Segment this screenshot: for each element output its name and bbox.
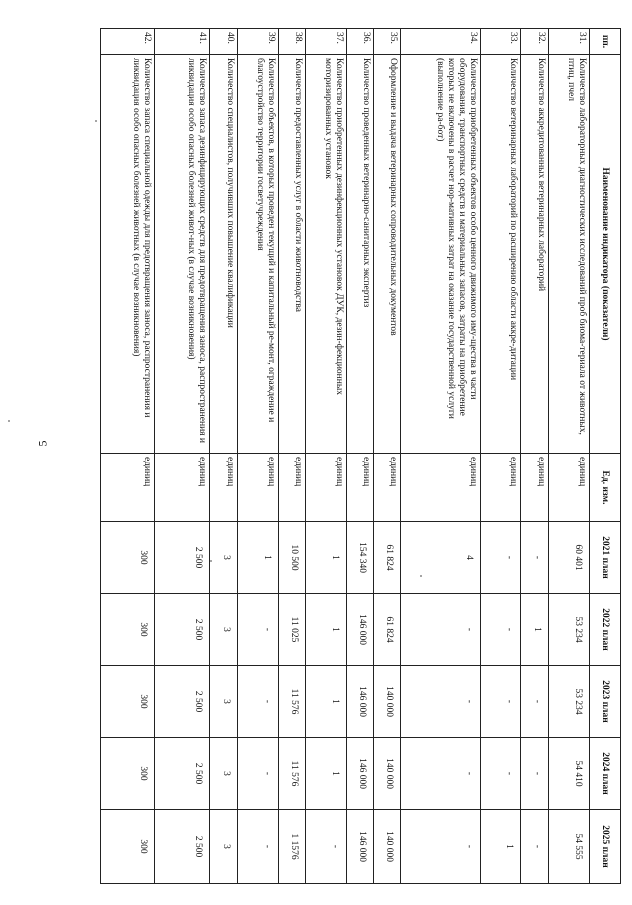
row-value-2023: -: [400, 666, 480, 738]
row-unit: единиц: [480, 454, 521, 522]
row-value-2021: 2 500: [155, 522, 210, 594]
row-value-2024: 300: [101, 738, 155, 810]
row-value-2021: 60 401: [549, 522, 590, 594]
row-value-2024: 54 410: [549, 738, 590, 810]
row-value-2021: 10 500: [278, 522, 305, 594]
header-cell-2025: 2025 план: [590, 810, 621, 884]
row-value-2022: -: [238, 594, 279, 666]
row-value-2021: 1: [306, 522, 347, 594]
row-value-2021: 61 824: [373, 522, 400, 594]
row-value-2023: 140 000: [373, 666, 400, 738]
header-cell-2024: 2024 план: [590, 738, 621, 810]
row-number: 33.: [480, 29, 521, 55]
row-value-2025: -: [238, 810, 279, 884]
header-cell-number: пп.: [590, 29, 621, 55]
row-value-2022: -: [480, 594, 521, 666]
row-unit: единиц: [101, 454, 155, 522]
row-value-2023: 1: [306, 666, 347, 738]
table-row: [521, 29, 549, 884]
table-row: [306, 29, 347, 884]
row-indicator-name: Количество объектов, в которых проведен текущий и капитальный ре-монт, ограждение и благоустройство территории госветучреждения: [238, 55, 279, 454]
row-unit: единиц: [400, 454, 480, 522]
row-value-2025: 54 555: [549, 810, 590, 884]
row-value-2025: -: [521, 810, 549, 884]
row-value-2023: -: [238, 666, 279, 738]
scan-speck: [8, 420, 10, 422]
row-value-2025: 3: [210, 810, 238, 884]
row-unit: единиц: [238, 454, 279, 522]
table-row: [346, 29, 373, 884]
row-unit: единиц: [306, 454, 347, 522]
page-number: 5: [35, 440, 50, 447]
row-value-2022: 11 025: [278, 594, 305, 666]
row-indicator-name: Количество предоставленных услуг в области животноводства: [278, 55, 305, 454]
row-number: 41.: [155, 29, 210, 55]
row-number: 39.: [238, 29, 279, 55]
row-unit: единиц: [155, 454, 210, 522]
row-unit: единиц: [549, 454, 590, 522]
header-cell-2023: 2023 план: [590, 666, 621, 738]
row-indicator-name: Количество запаса специальной одежды для предотвращения заноса, распространения и ликвидация особо опасных болезней животных (в случае возникновения): [101, 55, 155, 454]
row-value-2024: 3: [210, 738, 238, 810]
table-row: [400, 29, 480, 884]
row-value-2025: 300: [101, 810, 155, 884]
row-value-2021: -: [521, 522, 549, 594]
row-value-2021: 4: [400, 522, 480, 594]
row-unit: единиц: [210, 454, 238, 522]
row-value-2022: 1: [521, 594, 549, 666]
row-number: 32.: [521, 29, 549, 55]
row-value-2021: 300: [101, 522, 155, 594]
row-value-2023: 3: [210, 666, 238, 738]
row-indicator-name: Количество ветеринарных лабораторий по расширению области аккре-дитации: [480, 55, 521, 454]
row-number: 37.: [306, 29, 347, 55]
row-value-2025: -: [400, 810, 480, 884]
row-value-2025: 2 500: [155, 810, 210, 884]
table-row: [549, 29, 590, 884]
row-value-2022: 53 234: [549, 594, 590, 666]
row-indicator-name: Количество запаса дезинфицирующих средств для предотвращения заноса, распространения и ликвидация особо опасных болезней живот-ных (в случае возникновения): [155, 55, 210, 454]
header-cell-2022: 2022 план: [590, 594, 621, 666]
row-value-2024: -: [521, 738, 549, 810]
row-value-2022: 1: [306, 594, 347, 666]
row-value-2024: 1: [306, 738, 347, 810]
header-cell-unit: Ед. изм.: [590, 454, 621, 522]
header-cell-indicator: Наименование индикатора (показатели): [590, 55, 621, 454]
row-value-2023: 300: [101, 666, 155, 738]
table-row: [238, 29, 279, 884]
table-row: [373, 29, 400, 884]
row-number: 34.: [400, 29, 480, 55]
row-value-2023: 146 000: [346, 666, 373, 738]
row-number: 42.: [101, 29, 155, 55]
row-unit: единиц: [521, 454, 549, 522]
row-value-2024: -: [480, 738, 521, 810]
row-value-2022: 61 824: [373, 594, 400, 666]
row-value-2021: 154 340: [346, 522, 373, 594]
row-value-2022: 2 500: [155, 594, 210, 666]
row-indicator-name: Количество приобретенных дезинфекционных установок ДУК, дезин-фекционных моторизированных установок: [306, 55, 347, 454]
row-value-2021: 3: [210, 522, 238, 594]
row-indicator-name: Количество лабораторных диагностических исследований проб биома-териала от животных, птиц, пчел: [549, 55, 590, 454]
row-value-2024: -: [238, 738, 279, 810]
row-indicator-name: Оформление и выдача ветеринарных сопроводительных документов: [373, 55, 400, 454]
row-value-2023: 2 500: [155, 666, 210, 738]
indicator-table-rotated: [100, 28, 621, 883]
row-indicator-name: Количество приобретенных объектов особо ценного движимого иму-щества в части оборудования, транспортных средств и материальных запасов, затраты на приобретение которых не включены в расчет нор-мативных затрат на оказание государственной услуги (выполнение ра-бот): [400, 55, 480, 454]
row-value-2024: 146 000: [346, 738, 373, 810]
row-value-2023: 11 576: [278, 666, 305, 738]
row-value-2024: 140 000: [373, 738, 400, 810]
row-unit: единиц: [346, 454, 373, 522]
row-unit: единиц: [373, 454, 400, 522]
row-value-2023: 53 234: [549, 666, 590, 738]
row-value-2024: 2 500: [155, 738, 210, 810]
row-value-2021: 1: [238, 522, 279, 594]
row-value-2025: 146 000: [346, 810, 373, 884]
row-value-2023: -: [480, 666, 521, 738]
row-value-2025: 1 1576: [278, 810, 305, 884]
row-value-2024: 11 576: [278, 738, 305, 810]
row-value-2021: -: [480, 522, 521, 594]
header-cell-2021: 2021 план: [590, 522, 621, 594]
row-unit: единиц: [278, 454, 305, 522]
indicator-table: [100, 28, 621, 884]
row-indicator-name: Количество проведенных ветеринарно-санитарных экспертиз: [346, 55, 373, 454]
row-value-2023: -: [521, 666, 549, 738]
table-row: [480, 29, 521, 884]
row-number: 35.: [373, 29, 400, 55]
row-value-2022: 146 000: [346, 594, 373, 666]
row-value-2024: -: [400, 738, 480, 810]
row-value-2025: 140 000: [373, 810, 400, 884]
row-number: 38.: [278, 29, 305, 55]
row-value-2022: 3: [210, 594, 238, 666]
row-number: 40.: [210, 29, 238, 55]
table-row: [278, 29, 305, 884]
table-header-row: [590, 29, 621, 884]
row-value-2022: 300: [101, 594, 155, 666]
row-number: 31.: [549, 29, 590, 55]
row-number: 36.: [346, 29, 373, 55]
row-value-2025: -: [306, 810, 347, 884]
scan-speck: [95, 120, 97, 122]
table-row: [101, 29, 155, 884]
row-indicator-name: Количество аккредитованных ветеринарных лабораторий: [521, 55, 549, 454]
table-row: [155, 29, 210, 884]
table-row: [210, 29, 238, 884]
row-value-2022: -: [400, 594, 480, 666]
row-indicator-name: Количество специалистов, получивших повышение квалификации: [210, 55, 238, 454]
row-value-2025: 1: [480, 810, 521, 884]
